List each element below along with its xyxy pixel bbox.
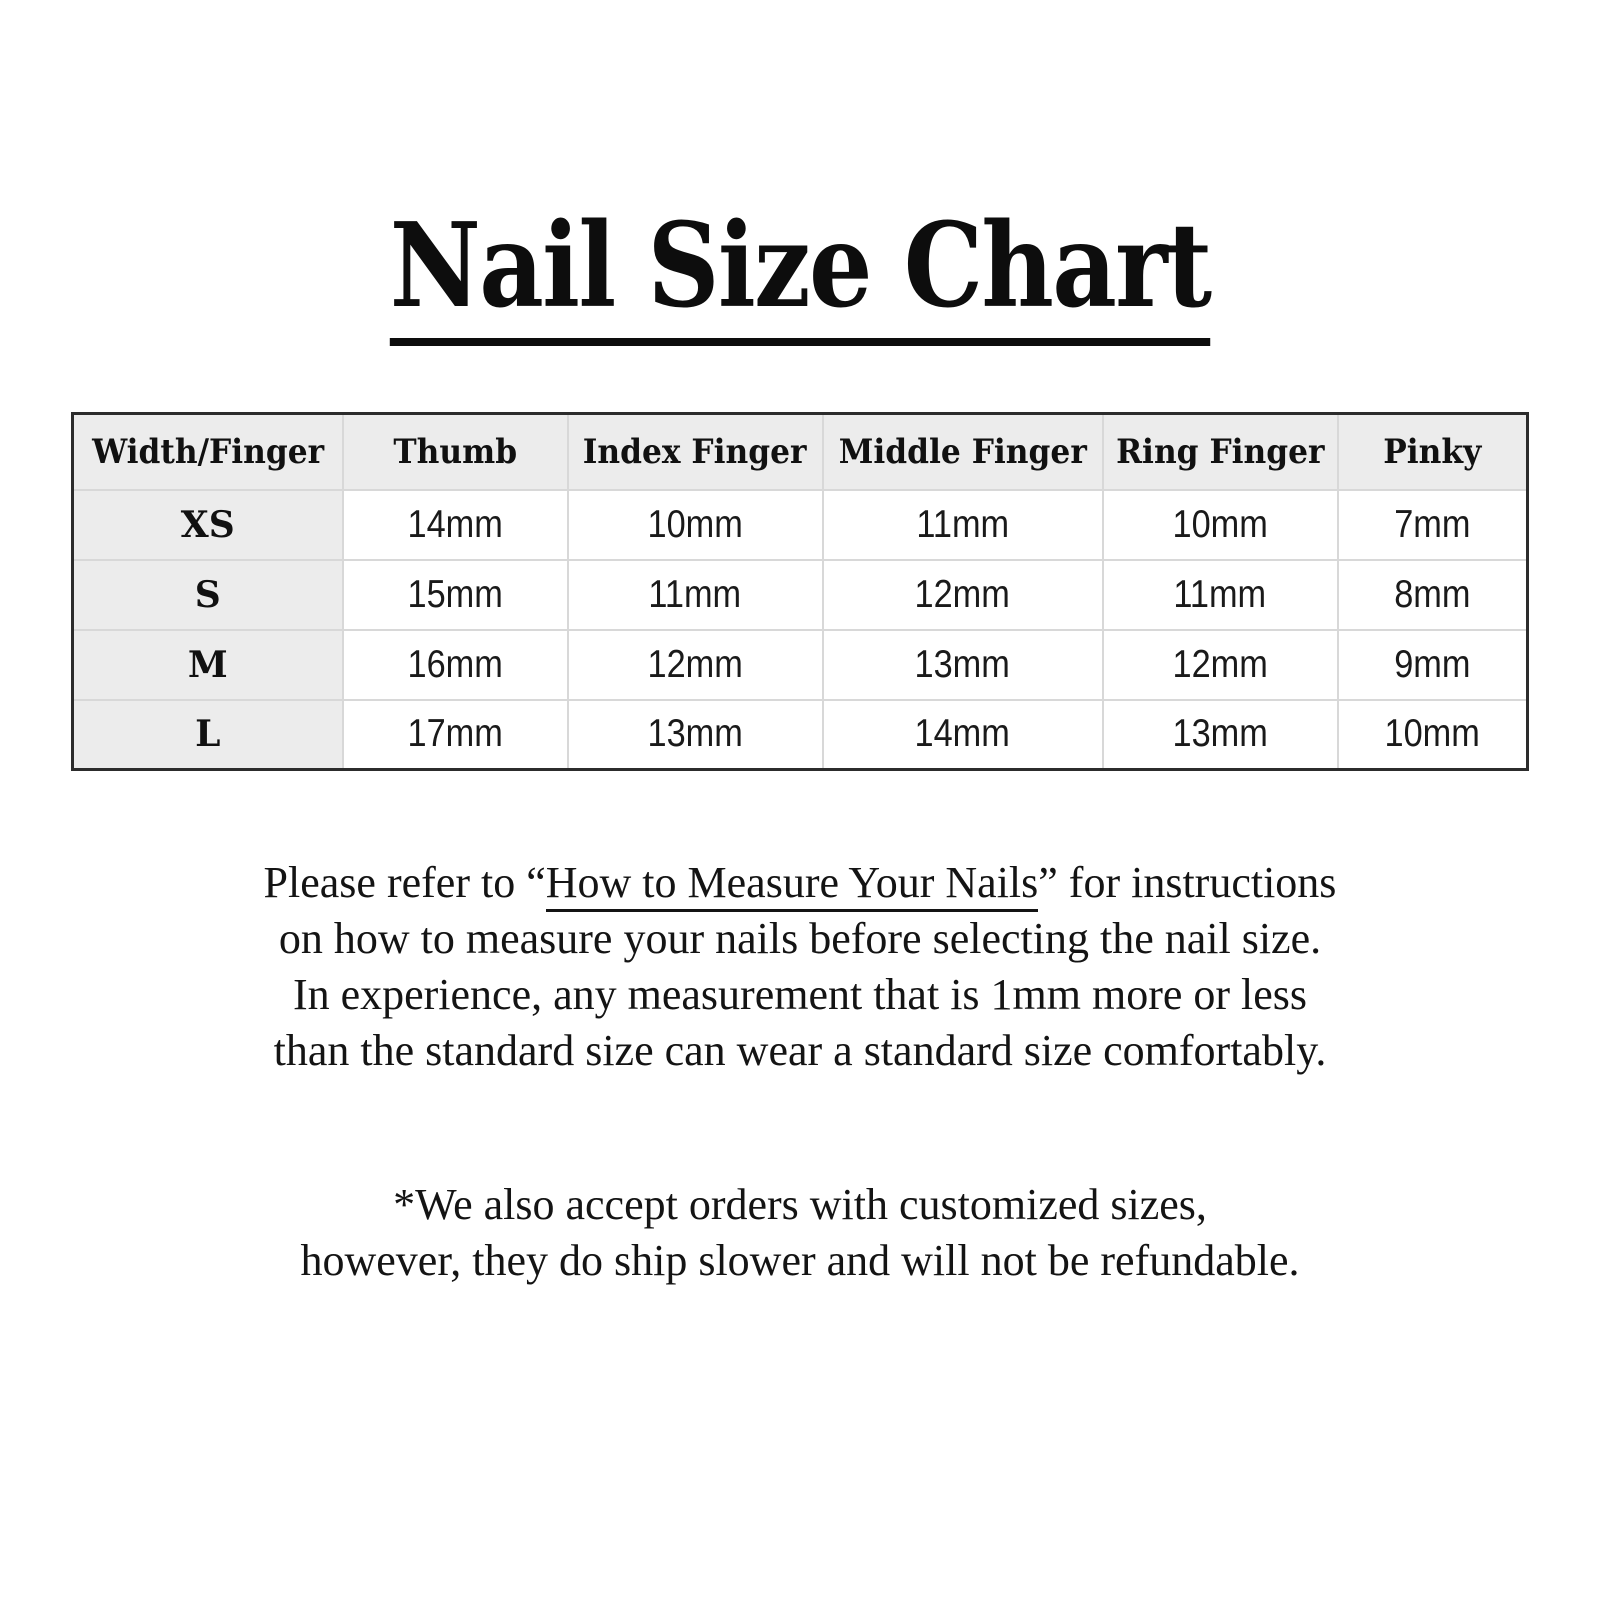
size-value-cell xyxy=(568,560,823,630)
column-header-pinky xyxy=(1338,414,1528,490)
size-value-cell xyxy=(568,490,823,560)
size-value: 14mm xyxy=(914,712,1011,756)
size-label: L xyxy=(195,713,221,756)
size-value: 17mm xyxy=(407,712,503,756)
size-value: 10mm xyxy=(1384,712,1480,756)
table-row-m xyxy=(73,630,1528,700)
size-value: 11mm xyxy=(1173,572,1267,616)
size-table xyxy=(71,412,1529,771)
size-value-cell xyxy=(1338,490,1528,560)
size-value-cell xyxy=(343,700,568,770)
measurement-note-line-2: on how to measure your nails before selecting the nail size. xyxy=(278,914,1322,963)
custom-size-note-line-2: however, they do ship slower and will not be refundable. xyxy=(300,1236,1300,1285)
size-value: 15mm xyxy=(407,572,503,616)
size-value-cell xyxy=(1338,630,1528,700)
size-value: 12mm xyxy=(914,572,1011,616)
size-value: 13mm xyxy=(1172,712,1268,756)
size-value-cell xyxy=(1103,560,1338,630)
size-value: 10mm xyxy=(1172,502,1268,546)
row-size-label-xs xyxy=(73,490,343,560)
size-value: 13mm xyxy=(647,712,743,756)
column-header-thumb xyxy=(343,414,568,490)
size-value-cell xyxy=(343,490,568,560)
row-size-label-m xyxy=(73,630,343,700)
size-value-cell xyxy=(568,630,823,700)
measure-guide-link[interactable]: How to Measure Your Nails xyxy=(546,858,1039,912)
column-header-label: Pinky xyxy=(1383,431,1482,472)
column-header-width-finger xyxy=(73,414,343,490)
size-value: 11mm xyxy=(916,502,1009,546)
size-value-cell xyxy=(1103,630,1338,700)
column-header-ring-finger xyxy=(1103,414,1338,490)
table-row-l xyxy=(73,700,1528,770)
size-value: 12mm xyxy=(647,642,743,686)
table-row-xs xyxy=(73,490,1528,560)
column-header-middle-finger xyxy=(823,414,1103,490)
size-label: M xyxy=(187,643,228,686)
size-value: 12mm xyxy=(1172,642,1268,686)
size-value: 16mm xyxy=(407,642,503,686)
size-value-cell xyxy=(1338,700,1528,770)
table-header-row xyxy=(73,414,1528,490)
title-section xyxy=(0,0,1600,346)
measurement-note xyxy=(0,855,1600,1079)
size-value: 10mm xyxy=(647,502,743,546)
size-label: S xyxy=(194,573,221,616)
size-value-cell xyxy=(343,630,568,700)
measurement-note-line-3: In experience, any measurement that is 1mm more or less xyxy=(292,970,1308,1019)
size-value-cell xyxy=(1103,490,1338,560)
measurement-note-line-4: than the standard size can wear a standard size comfortably. xyxy=(273,1026,1327,1075)
size-value: 13mm xyxy=(914,642,1011,686)
size-value-cell xyxy=(343,560,568,630)
page-title: Nail Size Chart xyxy=(390,208,1211,346)
column-header-index-finger xyxy=(568,414,823,490)
size-value: 9mm xyxy=(1394,642,1471,686)
column-header-label: Middle Finger xyxy=(838,431,1087,472)
size-value: 8mm xyxy=(1394,572,1471,616)
size-value-cell xyxy=(568,700,823,770)
size-label: XS xyxy=(180,503,235,546)
custom-size-note-line-1: *We also accept orders with customized sizes, xyxy=(393,1180,1207,1229)
custom-size-note xyxy=(0,1177,1600,1289)
size-value: 14mm xyxy=(407,502,503,546)
measurement-note-line-1 xyxy=(0,855,1600,911)
column-header-label: Ring Finger xyxy=(1115,431,1325,472)
column-header-label: Index Finger xyxy=(583,431,807,472)
size-value: 7mm xyxy=(1394,502,1471,546)
row-size-label-s xyxy=(73,560,343,630)
size-value-cell xyxy=(823,700,1103,770)
size-value: 11mm xyxy=(648,572,742,616)
size-value-cell xyxy=(1338,560,1528,630)
size-value-cell xyxy=(823,630,1103,700)
size-value-cell xyxy=(1103,700,1338,770)
note-text: Please refer to “ xyxy=(263,858,546,907)
table-row-s xyxy=(73,560,1528,630)
column-header-label: Width/Finger xyxy=(91,431,324,472)
column-header-label: Thumb xyxy=(393,431,517,472)
row-size-label-l xyxy=(73,700,343,770)
size-value-cell xyxy=(823,560,1103,630)
note-text: ” for instructions xyxy=(1038,858,1337,907)
size-value-cell xyxy=(823,490,1103,560)
